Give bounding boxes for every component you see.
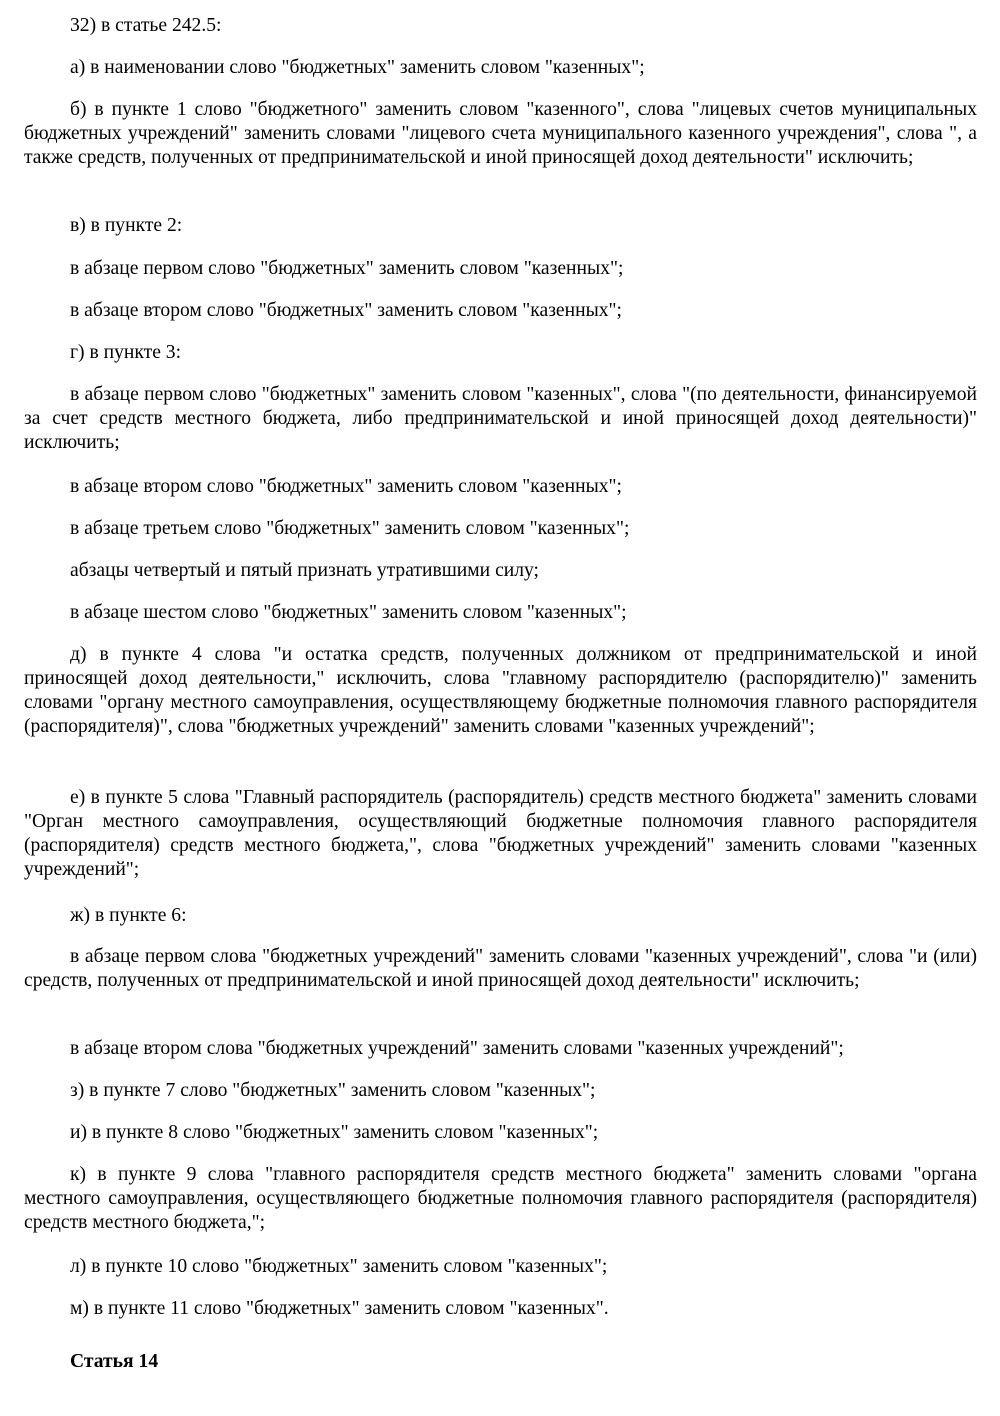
paragraph-g-abzac-6: в абзаце шестом слово "бюджетных" заменить словом "казенных"; — [70, 602, 627, 623]
paragraph-zh-abzac-1: в абзаце первом слова "бюджетных учреждений" заменить словами "казенных учреждений", слова "и (или) средств, полученных от предпринимательской и иной приносящей доход деятельности" исключить; — [24, 946, 977, 991]
paragraph-g-abzac-2: в абзаце втором слово "бюджетных" заменить словом "казенных"; — [70, 476, 623, 497]
paragraph-article-32: 32) в статье 242.5: — [70, 15, 222, 36]
paragraph-zh-abzac-2: в абзаце втором слова "бюджетных учреждений" заменить словами "казенных учреждений"; — [70, 1038, 844, 1059]
paragraph-g-abzac-4-5: абзацы четвертый и пятый признать утратившими силу; — [70, 560, 540, 581]
paragraph-d: д) в пункте 4 слова "и остатка средств, полученных должником от предпринимательской и иной приносящей доход деятельности," исключить, слова "главному распорядителю (распорядителю)" заменить словами "органу местного самоуправления, осуществляющему бюджетные полномочия главного распорядителя (распорядителя)", слова "бюджетных учреждений" заменить словами "казенных учреждений"; — [24, 644, 977, 737]
paragraph-m: м) в пункте 11 слово "бюджетных" заменить словом "казенных". — [70, 1298, 609, 1319]
paragraph-e: е) в пункте 5 слова "Главный распорядитель (распорядитель) средств местного бюджета" заменить словами "Орган местного самоуправления, осуществляющий бюджетные полномочия главного распорядителя (распорядителя) средств местного бюджета,", слова "бюджетных учреждений" заменить словами "казенных учреждений"; — [24, 787, 977, 880]
paragraph-g: г) в пункте 3: — [70, 342, 182, 363]
paragraph-zh: ж) в пункте 6: — [70, 905, 187, 926]
paragraph-b: б) в пункте 1 слово "бюджетного" заменить словом "казенного", слова "лицевых счетов муниципальных бюджетных учреждений" заменить словами "лицевого счета муниципального казенного учреждения", слова ", а также средств, полученных от предпринимательской и иной приносящей доход деятельности" исключить; — [24, 99, 977, 168]
paragraph-a: а) в наименовании слово "бюджетных" заменить словом "казенных"; — [70, 57, 645, 78]
paragraph-l: л) в пункте 10 слово "бюджетных" заменить словом "казенных"; — [70, 1256, 608, 1277]
paragraph-i: и) в пункте 8 слово "бюджетных" заменить словом "казенных"; — [70, 1122, 599, 1143]
paragraph-g-abzac-1: в абзаце первом слово "бюджетных" заменить словом "казенных", слова "(по деятельности, финансируемой за счет средств местного бюджета, либо предпринимательской и иной приносящей доход деятельности)" исключить; — [24, 384, 977, 453]
paragraph-v-abzac-1: в абзаце первом слово "бюджетных" заменить словом "казенных"; — [70, 258, 624, 279]
article-heading: Статья 14 — [70, 1351, 159, 1372]
paragraph-v-abzac-2: в абзаце втором слово "бюджетных" заменить словом "казенных"; — [70, 300, 623, 321]
paragraph-v: в) в пункте 2: — [70, 215, 183, 236]
paragraph-k: к) в пункте 9 слова "главного распорядителя средств местного бюджета" заменить словами "органа местного самоуправления, осуществляющего бюджетные полномочия главного распорядителя (распорядителя) средств местного бюджета,"; — [24, 1164, 977, 1233]
paragraph-z: з) в пункте 7 слово "бюджетных" заменить словом "казенных"; — [70, 1080, 596, 1101]
paragraph-g-abzac-3: в абзаце третьем слово "бюджетных" заменить словом "казенных"; — [70, 518, 630, 539]
